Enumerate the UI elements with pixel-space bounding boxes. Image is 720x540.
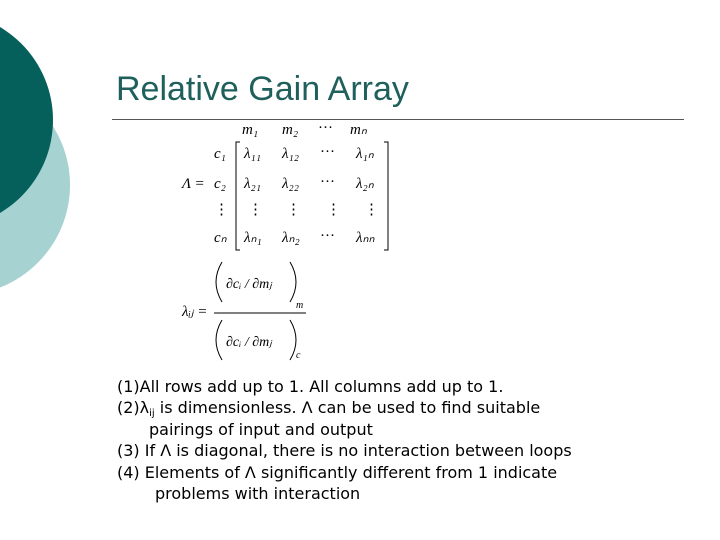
matrix-lhs: Λ = xyxy=(182,176,205,192)
equations xyxy=(170,118,410,363)
matrix-cell: λₙ₂ xyxy=(282,230,300,246)
point-2 xyxy=(117,397,572,418)
col-header-2: m₂ xyxy=(282,122,299,138)
matrix-right-bracket xyxy=(384,142,388,250)
slide-title: Relative Gain Array xyxy=(116,70,409,108)
matrix-cell: ⋮ xyxy=(326,202,341,218)
col-header-4: mₙ xyxy=(350,122,367,138)
matrix-cell: ··· xyxy=(320,144,335,160)
matrix-cell: ··· xyxy=(320,174,335,190)
matrix-cell: λ₂₂ xyxy=(282,176,299,192)
definition-lhs: λᵢⱼ = xyxy=(182,304,208,320)
matrix-left-bracket xyxy=(236,142,240,250)
row-label-3: ⋮ xyxy=(214,202,229,218)
matrix-cell: λₙ₁ xyxy=(244,230,262,246)
numerator-expr: ∂cᵢ / ∂mⱼ xyxy=(226,277,272,292)
col-header-1: m₁ xyxy=(242,122,259,138)
matrix-cell: ··· xyxy=(320,228,335,244)
point-1: (1)All rows add up to 1. All columns add up to 1. xyxy=(117,377,504,396)
point-2-continuation: pairings of input and output xyxy=(149,419,373,439)
point-2-text: is dimensionless. Λ can be used to find suitable xyxy=(154,398,541,418)
denominator-expr: ∂cᵢ / ∂mⱼ xyxy=(226,335,272,350)
matrix-cell: λ₁₁ xyxy=(244,146,261,162)
matrix-cell: ⋮ xyxy=(286,202,301,218)
matrix-cell: λ₁₂ xyxy=(282,146,299,162)
matrix-cell: ⋮ xyxy=(248,202,263,218)
point-4-continuation: problems with interaction xyxy=(155,484,361,504)
point-4: (4) Elements of Λ significantly different from 1 indicate xyxy=(117,462,558,482)
denominator-left-paren xyxy=(216,320,222,360)
row-label-4: cₙ xyxy=(214,230,227,246)
matrix-cell: λ₂₁ xyxy=(244,176,261,192)
point-3: (3) If Λ is diagonal, there is no interaction between loops xyxy=(117,441,572,461)
col-header-3: ··· xyxy=(318,120,333,136)
denominator-subscript: c xyxy=(296,350,301,361)
matrix-cell: λₙₙ xyxy=(356,230,375,246)
points-list xyxy=(117,376,572,504)
matrix-cell: ⋮ xyxy=(364,202,379,218)
matrix-cell: λ₂ₙ xyxy=(356,176,374,192)
numerator-subscript: m xyxy=(296,300,304,311)
row-label-1: c₁ xyxy=(214,146,226,162)
point-2-subscript: ij xyxy=(149,408,155,420)
matrix-cell: λ₁ₙ xyxy=(356,146,374,162)
row-label-2: c₂ xyxy=(214,176,226,192)
point-2-prefix: (2)λ xyxy=(117,398,150,418)
numerator-right-paren xyxy=(290,262,296,302)
numerator-left-paren xyxy=(216,262,222,302)
